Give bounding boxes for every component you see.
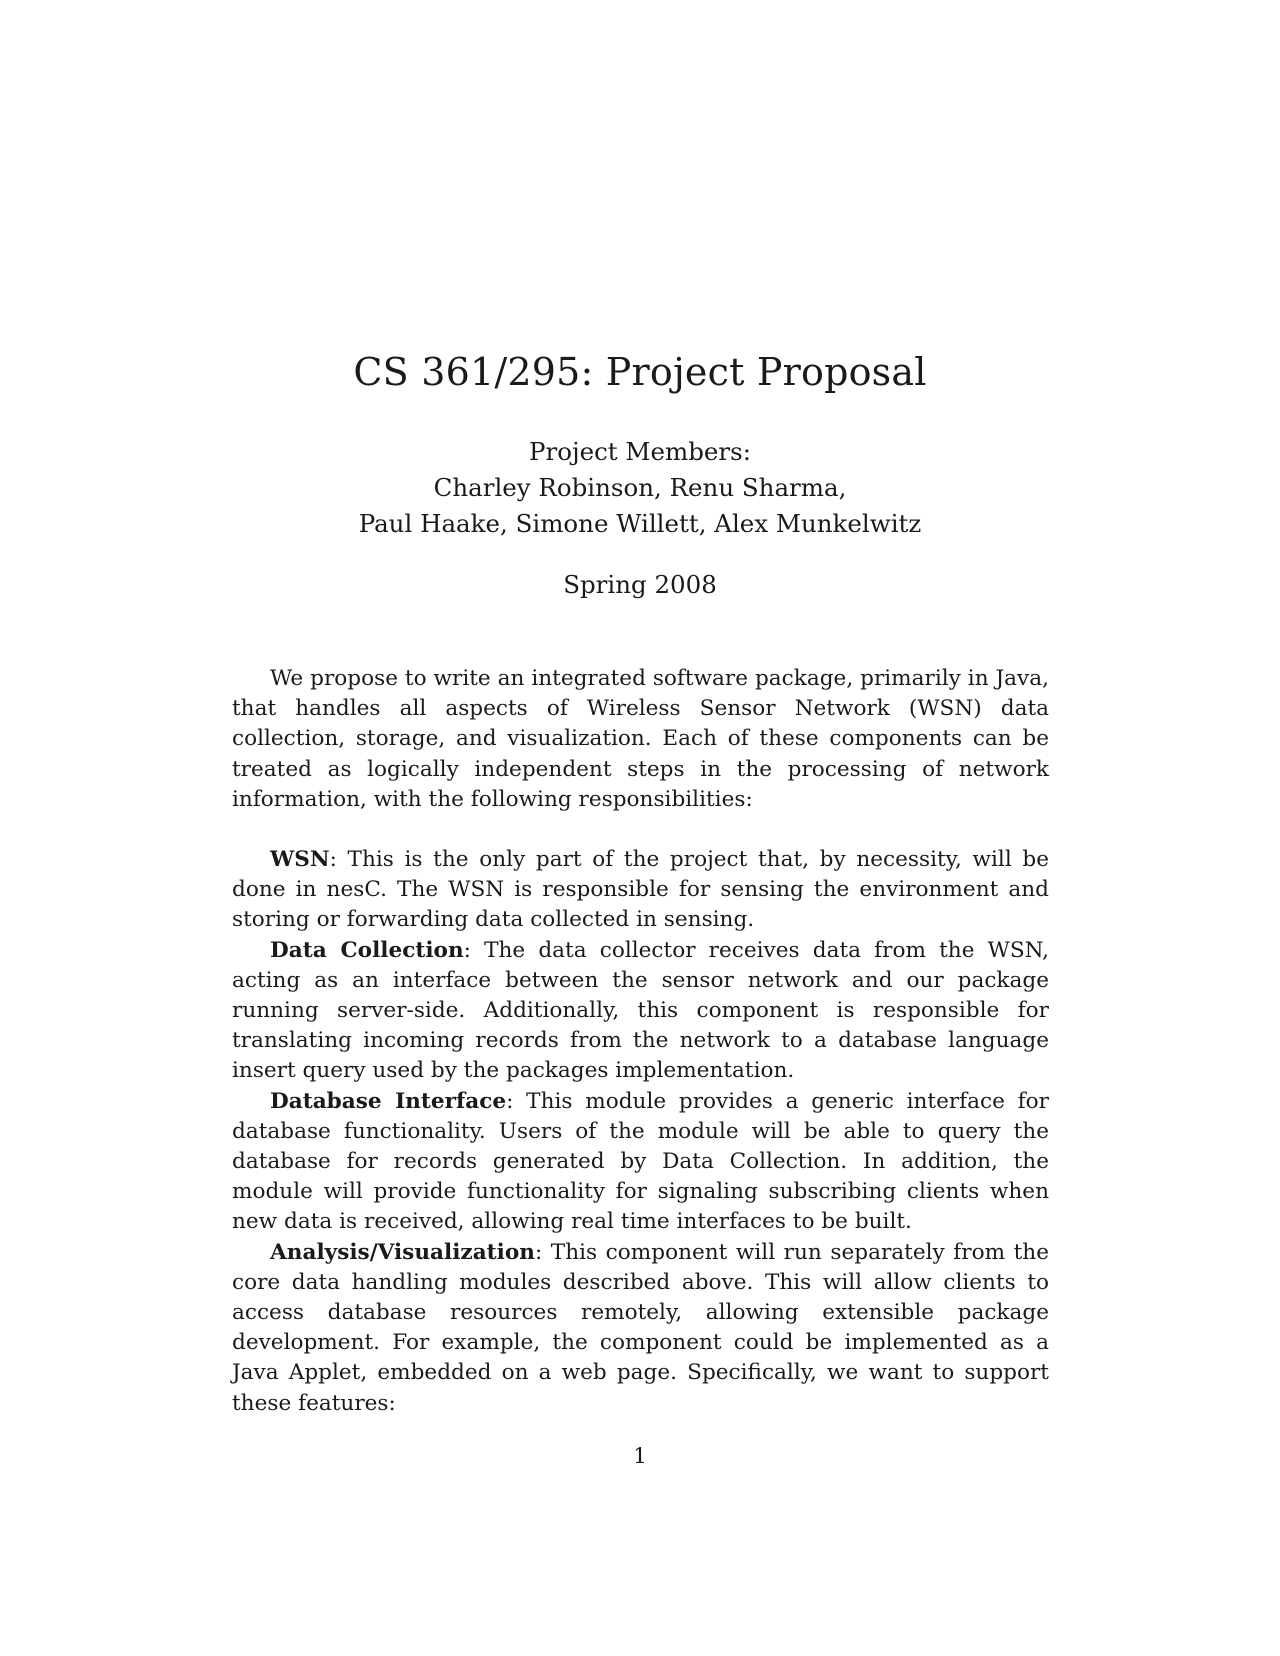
section-text: : This module provides a generic interface for database functionality. Users of the module will be able to query the database for records generated by Data Collection. In addition, the module will provide functionality for signaling subscribing clients when new data is received, allowing real time interfaces to be built.	[232, 1088, 1049, 1235]
section-text: : The data collector receives data from the WSN, acting as an interface between the sensor network and our package running server-side. Additionally, this component is responsible for translating incoming records from the network to a database language insert query used by the packages implementation.	[232, 937, 1049, 1084]
section-paragraph-wsn	[232, 845, 1049, 936]
members-line-2: Paul Haake, Simone Willett, Alex Munkelwitz	[358, 509, 922, 538]
section-text: : This component will run separately from the core data handling modules described above. This will allow clients to access database resources remotely, allowing extensible package development. For example, the component could be implemented as a Java Applet, embedded on a web page. Specifically, we want to support these features:	[232, 1239, 1049, 1416]
section-term: WSN	[270, 847, 330, 873]
members-heading: Project Members:	[529, 437, 751, 466]
members-line-1: Charley Robinson, Renu Sharma,	[433, 473, 847, 502]
document-body	[232, 664, 1049, 1419]
section-term: Database Interface	[270, 1088, 507, 1114]
section-paragraph-analysis-visualization	[232, 1238, 1049, 1419]
page-number: 1	[633, 1444, 647, 1469]
section-term: Analysis/Visualization	[270, 1239, 535, 1265]
document-title: CS 361/295: Project Proposal	[353, 350, 927, 394]
section-term: Data Collection	[270, 937, 464, 963]
section-text: : This is the only part of the project that, by necessity, will be done in nesC. The WSN is responsible for sensing the environment and storing or forwarding data collected in sensing.	[232, 847, 1049, 933]
section-paragraph-data-collection	[232, 936, 1049, 1087]
project-members	[0, 434, 1280, 542]
document-date: Spring 2008	[563, 570, 717, 599]
intro-paragraph: We propose to write an integrated software package, primarily in Java, that handles all aspects of Wireless Sensor Network (WSN) data collection, storage, and visualization. Each of these components can be treated as logically independent steps in the processing of network information, with the following responsibilities:	[232, 666, 1049, 812]
section-paragraph-database-interface	[232, 1087, 1049, 1238]
